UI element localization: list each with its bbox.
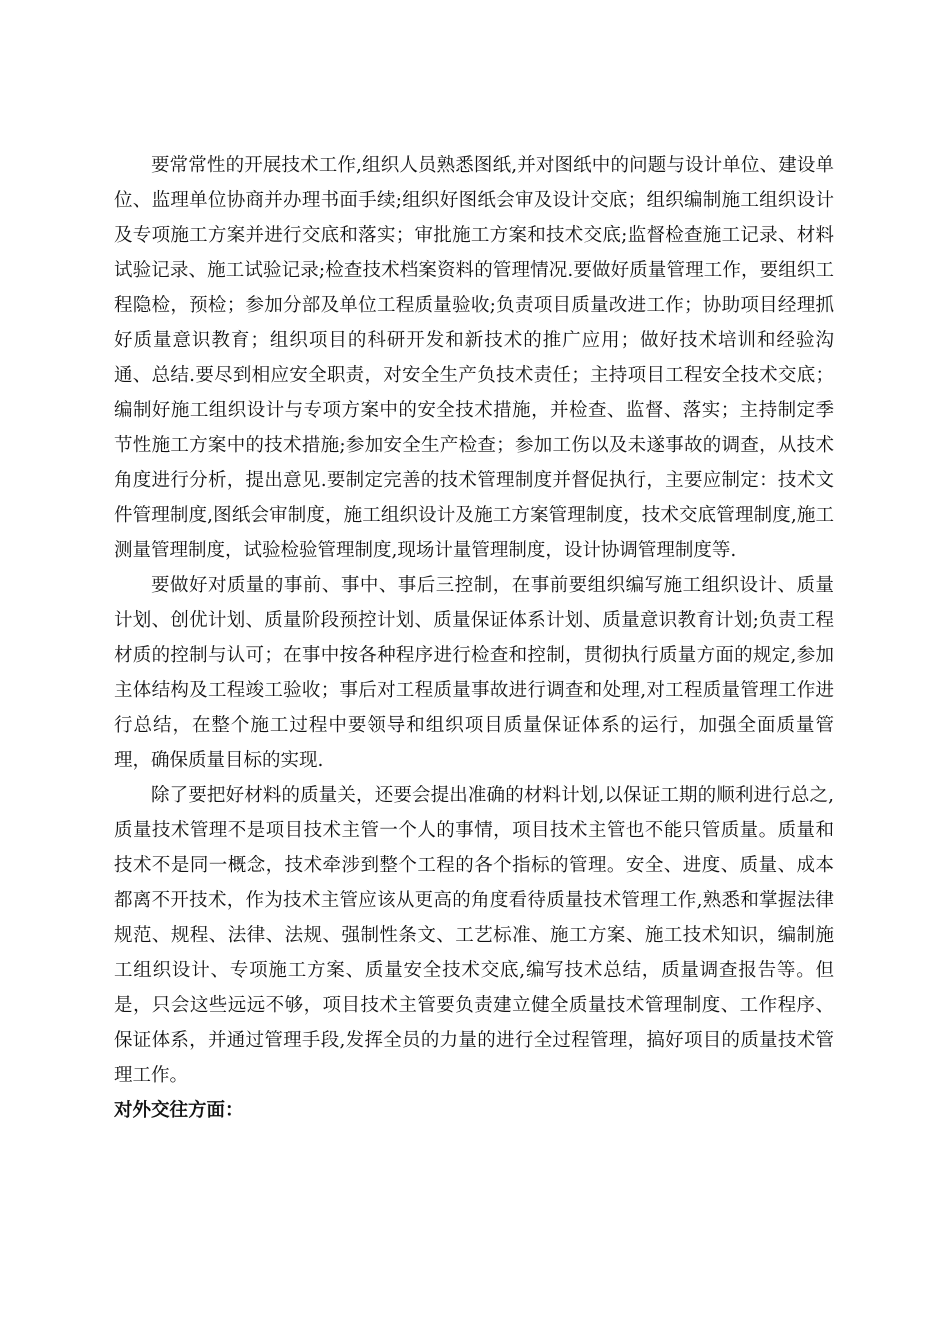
paragraph-technical-work: 要常常性的开展技术工作,组织人员熟悉图纸,并对图纸中的问题与设计单位、建设单位、监理单位协商并办理书面手续;组织好图纸会审及设计交底；组织编制施工组织设计及专项施工方案并进行交底和落实；审批施工方案和技术交底;监督检查施工记录、材料试验记录、施工试验记录;检查技术档案资料的管理情况.要做好质量管理工作，要组织工程隐检，预检；参加分部及单位工程质量验收;负责项目质量改进工作；协助项目经理抓好质量意识教育；组织项目的科研开发和新技术的推广应用；做好技术培训和经验沟通、总结.要尽到相应安全职责，对安全生产负技术责任；主持项目工程安全技术交底；编制好施工组织设计与专项方案中的安全技术措施，并检查、监督、落实；主持制定季节性施工方案中的技术措施;参加安全生产检查；参加工伤以及未遂事故的调查，从技术角度进行分析，提出意见.要制定完善的技术管理制度并督促执行，主要应制定：技术文件管理制度,图纸会审制度，施工组织设计及施工方案管理制度，技术交底管理制度,施工测量管理制度，试验检验管理制度,现场计量管理制度，设计协调管理制度等. [114, 155, 834, 561]
section-heading-external-relations: 对外交往方面： [114, 1100, 244, 1121]
paragraph-materials-management: 除了要把好材料的质量关，还要会提出准确的材料计划,以保证工期的顺利进行总之,质量技术管理不是项目技术主管一个人的事情，项目技术主管也不能只管质量。质量和技术不是同一概念，技术牵涉到整个工程的各个指标的管理。安全、进度、质量、成本都离不开技术，作为技术主管应该从更高的角度看待质量技术管理工作,熟悉和掌握法律规范、规程、法律、法规、强制性条文、工艺标准、施工方案、施工技术知识，编制施工组织设计、专项施工方案、质量安全技术交底,编写技术总结，质量调查报告等。但是，只会这些远远不够，项目技术主管要负责建立健全质量技术管理制度、工作程序、保证体系，并通过管理手段,发挥全员的力量的进行全过程管理，搞好项目的质量技术管理工作。 [114, 785, 834, 1086]
paragraph-quality-control: 要做好对质量的事前、事中、事后三控制，在事前要组织编写施工组织设计、质量计划、创优计划、质量阶段预控计划、质量保证体系计划、质量意识教育计划;负责工程材质的控制与认可；在事中按各种程序进行检查和控制，贯彻执行质量方面的规定,参加主体结构及工程竣工验收；事后对工程质量事故进行调查和处理,对工程质量管理工作进行总结，在整个施工过程中要领导和组织项目质量保证体系的运行，加强全面质量管理，确保质量目标的实现. [114, 575, 834, 771]
document-page [114, 148, 834, 1128]
